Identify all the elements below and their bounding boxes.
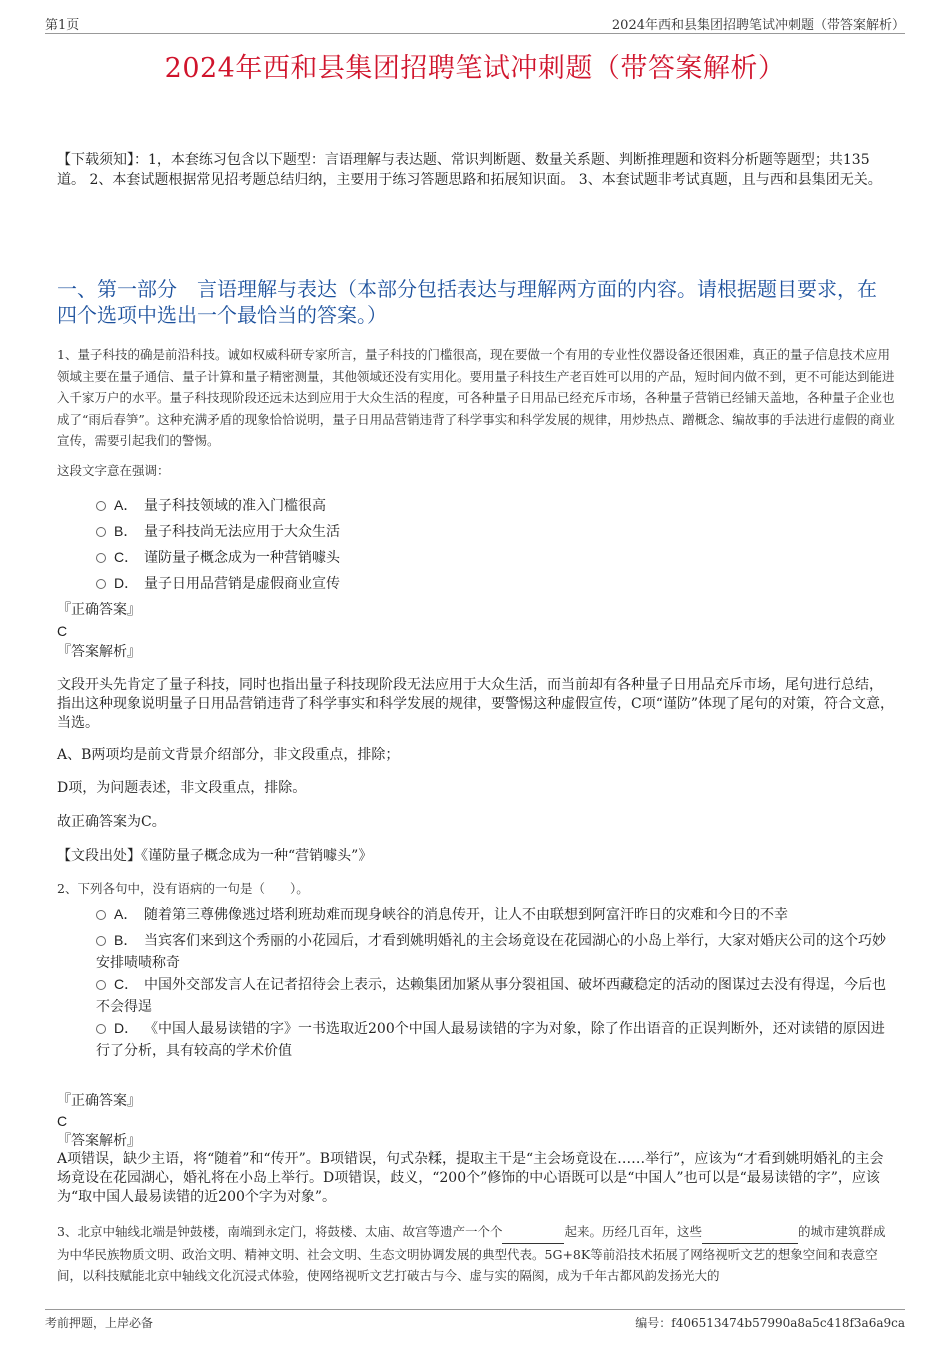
option-text: 当宾客们来到这个秀丽的小花园后，才看到姚明婚礼的主会场竟设在花园湖心的小岛上举行，大家对婚庆公司的这个巧妙安排啧啧称奇: [96, 933, 886, 971]
option-text: 谨防量子概念成为一种营销噱头: [144, 550, 340, 566]
option-text: 随着第三尊佛像逃过塔利班劫难而现身峡谷的消息传开，让人不由联想到阿富汗昨日的灾难和今日的不幸: [144, 907, 788, 923]
footer-slogan: 考前押题，上岸必备: [45, 1316, 154, 1330]
section-heading: 一、第一部分 言语理解与表达（本部分包括表达与理解两方面的内容。请根据题目要求，在四个选项中选出一个最恰当的答案。）: [57, 277, 877, 327]
option-text: 量子科技领域的准入门槛很高: [144, 498, 326, 514]
option-letter: C．: [114, 549, 139, 565]
question-3-stem: [57, 1221, 895, 1287]
option-letter: D．: [114, 575, 139, 591]
radio-icon[interactable]: [96, 501, 106, 511]
question-1-option-c[interactable]: [96, 548, 340, 568]
radio-icon[interactable]: [96, 910, 106, 920]
question-1-stem: 1、量子科技的确是前沿科技。诚如权威科研专家所言，量子科技的门槛很高，现在要做一个有用的专业性仪器设备还很困难，真正的量子信息技术应用领域主要在量子通信、量子计算和量子精密测量，其他领域还没有实用化。要用量子科技生产老百姓可以用的产品，短时间内做不到，更不可能达到能进入千家万户的水平。量子科技现阶段还远未达到应用于大众生活的程度，可各种量子日用品已经充斥市场，各种量子营销已经铺天盖地，各种量子企业也成了“雨后春笋”。这种充满矛盾的现象恰恰说明，量子日用品营销违背了科学事实和科学发展的规律，用炒热点、蹭概念、编故事的手法进行虚假的商业宣传，需要引起我们的警惕。: [57, 347, 895, 449]
option-text: 《中国人最易读错的字》一书选取近200个中国人最易读错的字为对象，除了作出语音的正误判断外，还对读错的原因进行了分析，具有较高的学术价值: [96, 1021, 885, 1059]
question-1-option-d[interactable]: [96, 574, 340, 594]
radio-icon[interactable]: [96, 1024, 106, 1034]
option-letter: B．: [114, 932, 138, 948]
question-2-option-b[interactable]: [96, 929, 896, 974]
running-header-title: 2024年西和县集团招聘笔试冲刺题（带答案解析）: [611, 18, 905, 33]
question-2-option-c[interactable]: [96, 973, 896, 1018]
question-1-option-a[interactable]: [96, 496, 326, 516]
option-letter: A．: [114, 906, 138, 922]
question-1-analysis-p3: D项，为问题表述，非文段重点，排除。: [57, 780, 307, 796]
radio-icon[interactable]: [96, 980, 106, 990]
option-text: 中国外交部发言人在记者招待会上表示，达赖集团加紧从事分裂祖国、破坏西藏稳定的活动的图谋过去没有得逞，今后也不会得逞: [96, 977, 886, 1015]
question-2-option-d[interactable]: [96, 1017, 896, 1062]
question-1-analysis-p2: A、B两项均是前文背景介绍部分，非文段重点，排除；: [57, 747, 400, 763]
option-letter: B．: [114, 523, 138, 539]
question-1-analysis-p1: 文段开头先肯定了量子科技，同时也指出量子科技现阶段无法应用于大众生活，而当前却有各种量子日用品充斥市场，尾句进行总结，指出这种现象说明量子日用品营销违背了科学事实和科学发展的规律，要警惕这种虚假宣传，C项“谨防”体现了尾句的对策，符合文意，当选。: [57, 677, 895, 731]
question-2-analysis: A项错误，缺少主语，将“随着”和“传开”。B项错误，句式杂糅，提取主干是“主会场竟设在……举行”，应该为“才看到姚明婚礼的主会场竟设在花园湖心，婚礼将在小岛上举行。D项错误，歧义，“200个”修饰的中心语既可以是“中国人”也可以是“最易读错的字”，应该为“取中国人最易读错的近200个字为对象”。: [57, 1151, 884, 1205]
page-title: 2024年西和县集团招聘笔试冲刺题（带答案解析）: [164, 53, 786, 84]
question-2-answer-label: 『正确答案』: [57, 1093, 141, 1109]
option-letter: A．: [114, 497, 138, 513]
question-2-analysis-label: 『答案解析』: [57, 1133, 141, 1149]
question-2-answer: C: [57, 1113, 68, 1129]
question-1-analysis-label: 『答案解析』: [57, 644, 141, 660]
radio-icon[interactable]: [96, 527, 106, 537]
question-1-answer-label: 『正确答案』: [57, 602, 141, 618]
footer-divider: [45, 1309, 905, 1310]
question-2-option-a[interactable]: [96, 903, 896, 926]
question-1-prompt: 这段文字意在强调：: [57, 463, 170, 478]
option-letter: C．: [114, 976, 139, 992]
question-1-analysis-p4: 故正确答案为C。: [57, 814, 166, 830]
question-3-stem-part-1: 3、北京中轴线北端是钟鼓楼，南端到永定门，将鼓楼、太庙、故宫等遗产一个个: [57, 1224, 503, 1239]
question-2-stem: 2、下列各句中，没有语病的一句是（ ）。: [57, 881, 309, 896]
question-1-source: 【文段出处】《谨防量子概念成为一种“营销噱头”》: [57, 848, 373, 864]
question-1-answer: C: [57, 623, 68, 639]
page-number: 第1页: [45, 18, 80, 33]
download-notice: 【下载须知】：1，本套练习包含以下题型：言语理解与表达题、常识判断题、数量关系题、判断推理题和资料分析题等题型；共135道。 2、本套试题根据常见招考题总结归纳，主要用于练习答题思路和拓展知识面。 3、本套试题非考试真题，且与西和县集团无关。: [57, 152, 882, 188]
radio-icon[interactable]: [96, 553, 106, 563]
question-3-stem-part-3: 的城市建筑群成为中华民族物质文明、政治文明、精神文明、社会文明、生态文明协调发展的典型代表。5G+8K等前沿技术拓展了网络视听文艺的想象空间和表意空间，以科技赋能北京中轴线文化沉浸式体验，使网络视听文艺打破古与今、虚与实的隔阂，成为千年古都风韵发扬光大的: [57, 1224, 886, 1284]
option-text: 量子科技尚无法应用于大众生活: [144, 524, 340, 540]
option-text: 量子日用品营销是虚假商业宣传: [144, 576, 340, 592]
question-3-stem-part-2: 起来。历经几百年，这些: [564, 1224, 702, 1239]
answer-blank: [702, 1221, 798, 1244]
radio-icon[interactable]: [96, 579, 106, 589]
radio-icon[interactable]: [96, 936, 106, 946]
footer-document-id: 编号：f406513474b57990a8a5c418f3a6a9ca: [635, 1316, 905, 1330]
option-letter: D．: [114, 1020, 139, 1036]
header-divider: [45, 33, 905, 34]
question-1-option-b[interactable]: [96, 522, 340, 542]
answer-blank: [502, 1221, 564, 1244]
